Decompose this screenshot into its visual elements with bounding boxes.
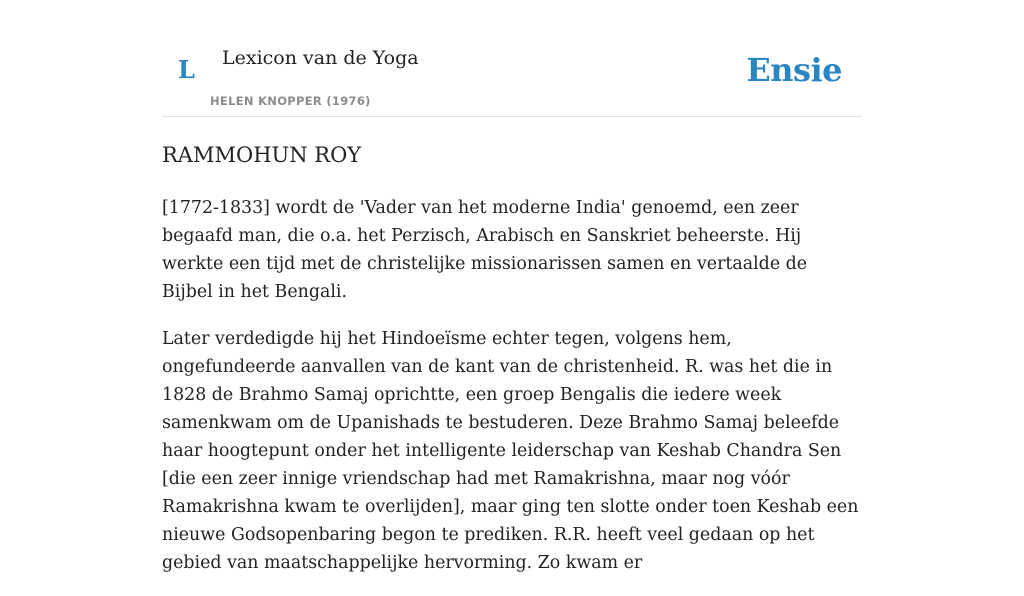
ensie-logo[interactable]: Ensie — [746, 51, 842, 89]
entry-paragraph: [1772-1833] wordt de 'Vader van het moderne India' genoemd, een zeer begaafd man, die o.a. het Perzisch, Arabisch en Sanskriet beheerste. Hij werkte een tijd met de christelijke missionarissen samen en vertaalde de Bijbel in het Bengali. — [162, 198, 808, 302]
lexicon-logo-icon[interactable]: L — [178, 55, 195, 84]
book-author: HELEN KNOPPER (1976) — [210, 94, 371, 108]
entry-title: RAMMOHUN ROY — [162, 143, 362, 167]
header — [162, 0, 862, 117]
entry-paragraph: Later verdedigde hij het Hindoeïsme echter tegen, volgens hem, ongefundeerde aanvallen van de kant van de christenheid. R. was het die in 1828 de Brahmo Samaj oprichtte, een groep Bengalis die iedere week samenkwam om de Upanishads te bestuderen. Deze Brahmo Samaj beleefde haar hoogtepunt onder het intelligente leiderschap van Keshab Chandra Sen [die een zeer innige vriendschap had met Ramakrishna, maar nog vóór Ramakrishna kwam te overlijden], maar ging ten slotte onder toen Keshab een nieuwe Godsopenbaring begon te prediken. R.R. heeft veel gedaan op het gebied van maatschappelijke hervorming. Zo kwam er — [162, 329, 859, 573]
entry-content — [162, 138, 862, 596]
book-title-link[interactable]: Lexicon van de Yoga — [222, 47, 419, 69]
